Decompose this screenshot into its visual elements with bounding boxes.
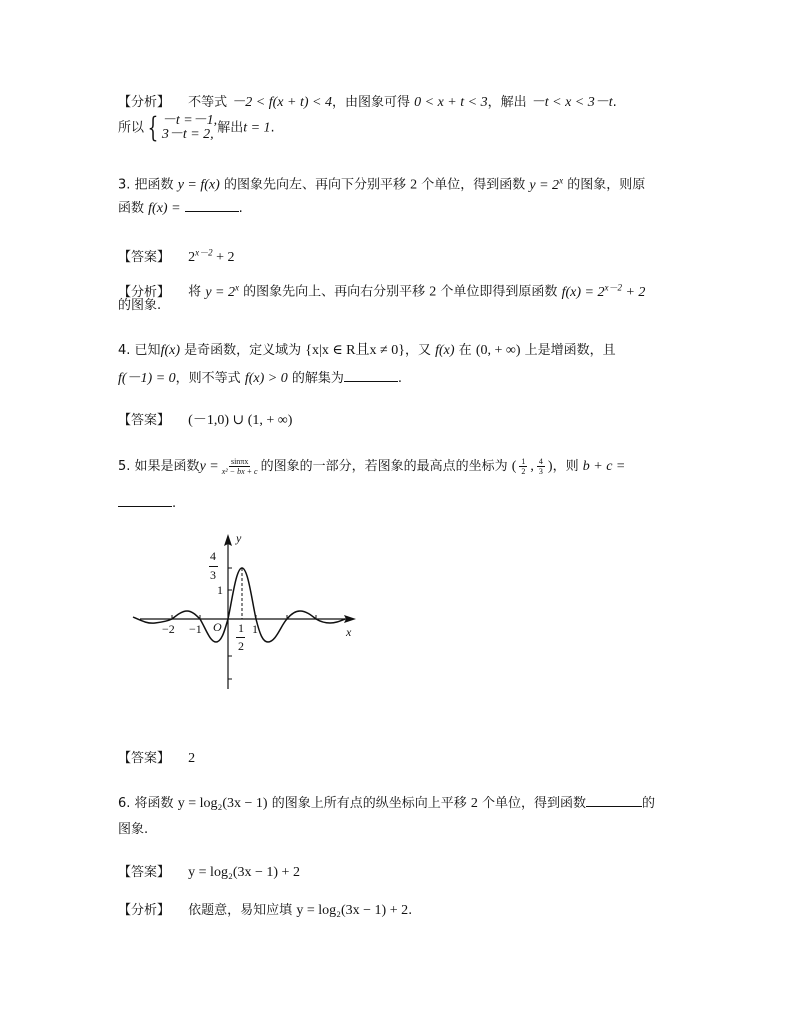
case-system [144, 111, 218, 144]
text: 上是增函数，且 [524, 343, 616, 358]
q6-analysis [118, 902, 412, 920]
answer-tag: 【答案】 [118, 249, 171, 265]
text: . [408, 903, 413, 918]
math-base: y = 2 [205, 284, 235, 300]
text: 的图象先向左、再向下分别平移 [223, 177, 406, 193]
q4-question [118, 342, 616, 360]
text: 解出 [217, 120, 244, 136]
math: + 2 [216, 249, 235, 265]
text: . [238, 201, 243, 216]
numerator: sinπx [230, 457, 249, 466]
answer-blank[interactable] [586, 794, 642, 807]
text: . [397, 371, 402, 386]
q3-analysis-line2 [118, 297, 161, 315]
q2-analysis-cases [118, 111, 275, 144]
q6-question-line2 [118, 821, 148, 839]
q5-question [118, 457, 625, 476]
text: 将 [188, 284, 202, 300]
analysis-tag: 【分析】 [118, 903, 171, 918]
question-number: 4. [118, 343, 131, 358]
answer-blank[interactable] [118, 494, 172, 507]
answer-tag: 【答案】 [118, 751, 171, 766]
math: －2 < f(x + t) < 4 [231, 95, 332, 110]
q3-question [118, 171, 645, 195]
math: y = f(x) [177, 177, 220, 193]
math-exp: x [234, 282, 239, 292]
math: f(x) = [148, 201, 181, 216]
text: 的 [642, 796, 656, 811]
text: 的图象. [118, 298, 162, 313]
text: 图象. [118, 822, 149, 837]
math-exp: x－2 [604, 282, 622, 292]
text: ，由图象可得 [331, 95, 410, 110]
math: 2 [410, 177, 418, 193]
case-row: 3－t = 2, [161, 127, 214, 142]
text: 如果是函数 [134, 459, 200, 474]
text: 依题意，易知应填 [188, 903, 293, 918]
answer-tag: 【答案】 [118, 413, 171, 428]
text: ，解出 [487, 95, 527, 110]
analysis-tag: 【分析】 [118, 95, 171, 110]
numerator: 4 [538, 457, 543, 467]
text: 把函数 [134, 177, 174, 193]
math: 2 [470, 796, 478, 811]
text: 是奇函数，定义域为 [184, 343, 302, 358]
math: －t < x < 3－t [530, 95, 613, 110]
q3-question-line2 [118, 199, 243, 218]
math: f(x) > 0 [244, 371, 288, 386]
case-row: －t =－1, [161, 113, 218, 128]
text: 已知 [134, 343, 161, 358]
question-number: 3. [118, 177, 131, 193]
fraction [222, 457, 258, 476]
math: {x|x ∈ R且x ≠ 0} [305, 343, 405, 358]
text: 将函数 [134, 796, 174, 811]
graph-svg [130, 525, 375, 700]
q2-analysis [118, 94, 617, 112]
q5-answer [118, 750, 195, 768]
question-number: 5. [118, 459, 131, 474]
answer-blank[interactable] [344, 369, 398, 382]
q6-answer [118, 864, 300, 882]
analysis-tag: 【分析】 [118, 284, 171, 300]
text: 所以 [118, 120, 145, 136]
denominator: 2 [521, 467, 526, 477]
text: ，则 [552, 459, 579, 474]
math: f(－1) = 0 [118, 371, 176, 386]
text: 个单位，得到函数 [482, 796, 587, 811]
y-tick-label: 3 [210, 568, 216, 582]
math: 2 [188, 751, 196, 766]
point-coordinate: ( $\frac{1}{2}$ , $\frac{4}{3}$ ) [511, 457, 553, 477]
math: y = log₂(3x − 1) + 2 [296, 903, 409, 918]
y-tick-label: 1 [217, 583, 223, 597]
math: (－1,0) ∪ (1, + ∞) [188, 413, 293, 428]
text: 的图象上所有点的纵坐标向上平移 [271, 796, 467, 811]
math: y = log₂(3x − 1) + 2 [188, 865, 300, 880]
x-tick-label: 1 [252, 622, 258, 636]
x-tick-label: 2 [238, 639, 244, 653]
math-base: y = 2 [529, 177, 560, 193]
text: 在 [458, 343, 472, 358]
math: y = [199, 459, 219, 474]
x-tick-label: 1 [238, 621, 244, 635]
x-tick-label: −2 [162, 622, 175, 636]
y-axis-label: y [236, 531, 242, 545]
math-exp: x－2 [195, 247, 213, 257]
q4-answer [118, 412, 292, 430]
text: 的图象先向上、再向右分别平移 [243, 284, 426, 300]
text: ，则不等式 [175, 371, 241, 386]
math: + 2 [625, 284, 646, 300]
q3-answer [118, 243, 235, 267]
q5-question-line2 [118, 494, 176, 513]
y-tick-label: 4 [210, 549, 216, 563]
brace-icon: { [147, 111, 159, 144]
math: 0 < x + t < 3 [414, 95, 488, 110]
function-graph [130, 525, 375, 700]
q6-question [118, 794, 655, 813]
text: . [172, 496, 177, 511]
math: f(x) [160, 343, 180, 358]
math: b + c = [582, 459, 626, 474]
math: t = 1 [243, 120, 271, 136]
numerator: 1 [521, 457, 526, 467]
q4-question-line2 [118, 369, 402, 388]
x-axis-label: x [346, 625, 352, 639]
question-number: 6. [118, 796, 131, 811]
math: y = log₂(3x − 1) [177, 796, 268, 811]
math-base: 2 [188, 249, 196, 265]
text: 个单位，得到函数 [421, 177, 526, 193]
text: . [270, 120, 275, 136]
text: . [612, 95, 617, 110]
text: 函数 [118, 201, 145, 216]
text: 个单位即得到原函数 [440, 284, 558, 300]
text: 不等式 [188, 95, 228, 110]
answer-blank[interactable] [185, 199, 239, 212]
denominator: x² − bx + c [221, 467, 258, 476]
math [529, 175, 564, 193]
text: ，又 [404, 343, 431, 358]
origin-label: O [213, 620, 222, 634]
text: 的图象，则原 [567, 177, 646, 193]
answer-tag: 【答案】 [118, 865, 171, 880]
q3-analysis [118, 278, 645, 302]
text: 的图象的一部分，若图象的最高点的坐标为 [260, 459, 508, 474]
math: (0, + ∞) [475, 343, 521, 358]
denominator: 3 [538, 467, 543, 477]
x-tick-label: −1 [189, 622, 202, 636]
math: 2 [429, 284, 437, 300]
math-exp: x [559, 175, 564, 185]
text: 的解集为 [291, 371, 344, 386]
fraction-bar [209, 566, 218, 567]
fraction-bar [236, 637, 245, 638]
math: f(x) [435, 343, 455, 358]
math-base: f(x) = 2 [561, 284, 605, 300]
